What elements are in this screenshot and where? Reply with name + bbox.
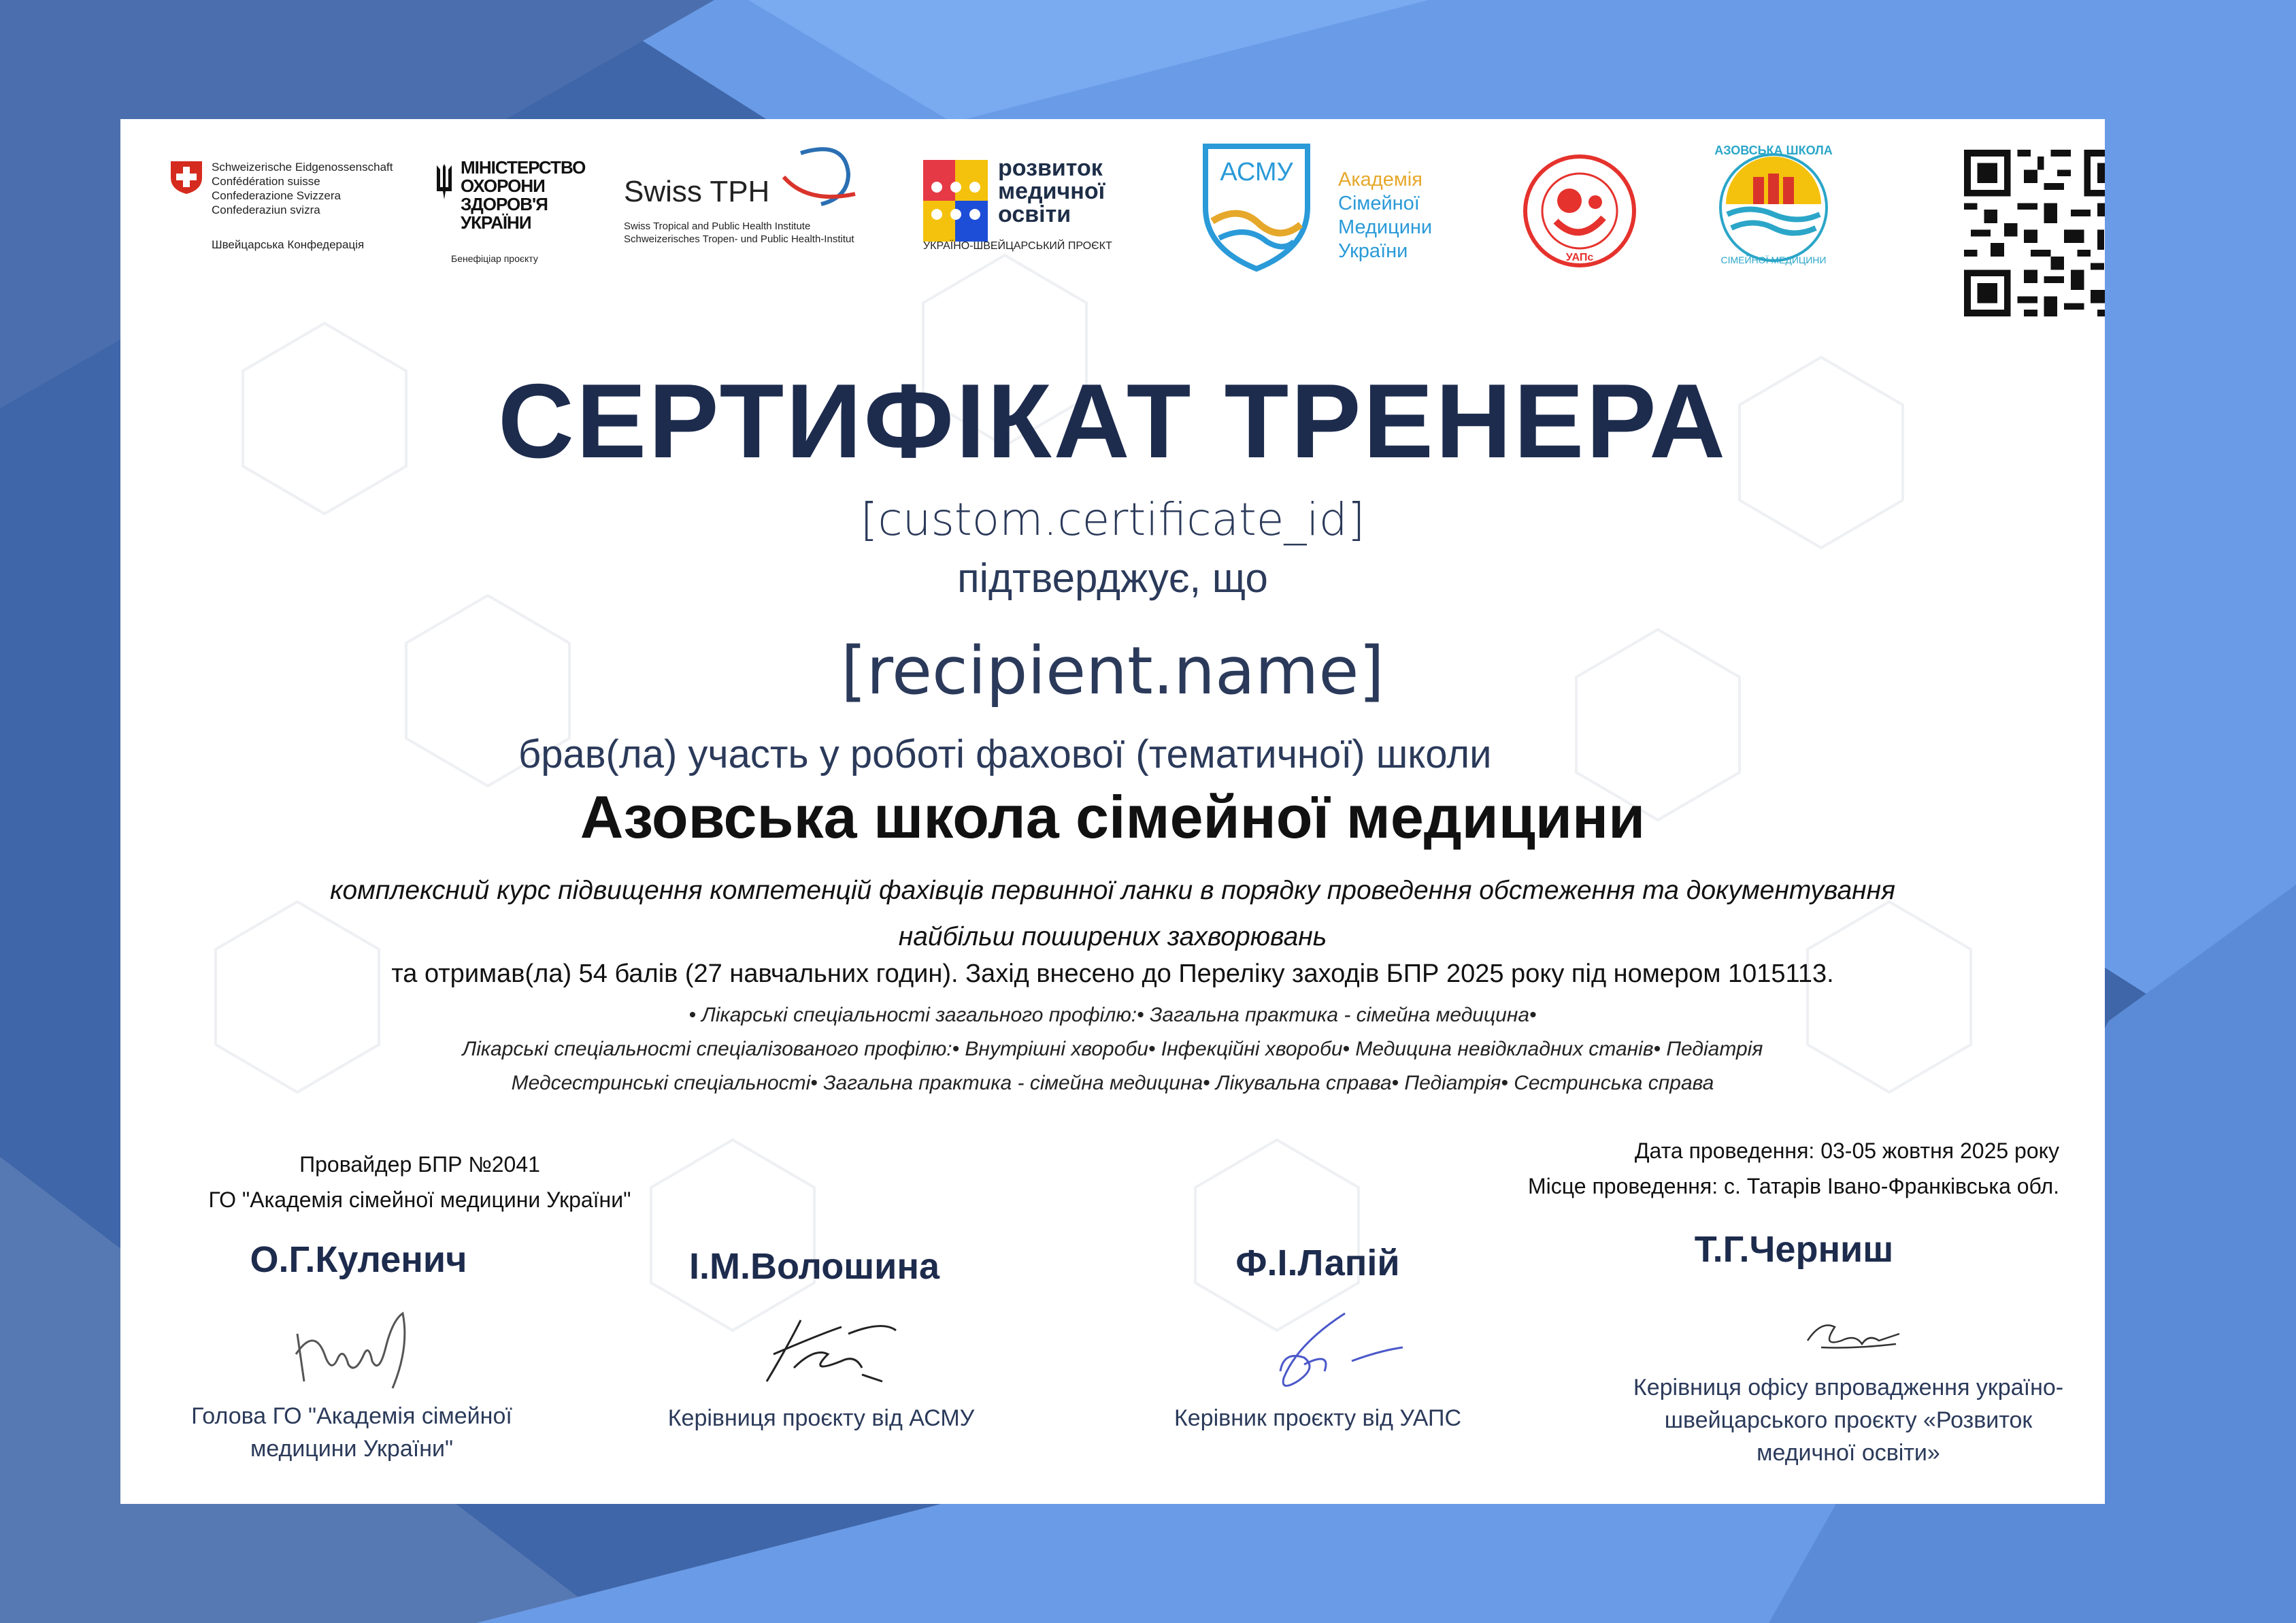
event-place: Місце проведення: с. Татарів Івано-Франківська обл.	[1528, 1174, 2059, 1198]
signature-3	[1243, 1303, 1420, 1398]
course-line-1: комплексний курс підвищення компетенцій фахівців первинної ланки в порядку проведення обстеження та документування	[330, 876, 1895, 905]
provider-number: Провайдер БПР №2041	[299, 1152, 540, 1177]
moz-name: МІНІСТЕРСТВО ОХОРОНИ ЗДОРОВ'Я УКРАЇНИ	[461, 157, 586, 233]
signatory-name-4: Т.Г.Черниш	[1694, 1229, 1894, 1270]
signatory-role-3: Керівник проєкту від УАПС	[1174, 1405, 1462, 1431]
trident-icon	[435, 164, 454, 203]
uaps-logo-icon	[1522, 153, 1637, 269]
rmo-name: розвиток медичної освіти	[998, 155, 1105, 227]
signatory-name-1: О.Г.Куленич	[250, 1239, 467, 1280]
moz-subtitle: Бенефіціар проєкту	[451, 253, 538, 264]
asmu-shield-icon	[1199, 140, 1314, 272]
signatory-role-4: Керівниця офісу впровадження україно- швейцарського проєкту «Розвиток медичної освіти»	[1633, 1375, 2064, 1466]
confirms-text: підтверджує, що	[957, 555, 1268, 601]
event-info	[1461, 1133, 2059, 1204]
specialties-general: • Лікарські спеціальності загального профілю:• Загальна практика - сімейна медицина•	[688, 1004, 1537, 1026]
svg-text:УАПс: УАПс	[1565, 252, 1594, 263]
signature-2	[746, 1307, 923, 1395]
svg-text:АСМУ: АСМУ	[1220, 158, 1293, 186]
azov-school-logo-icon	[1712, 140, 1835, 269]
course-description	[243, 868, 1982, 960]
swiss-ua-label: Швейцарська Конфедерація	[212, 238, 365, 251]
signature-4	[1794, 1307, 1916, 1361]
swiss-tph-swoosh-icon	[780, 140, 862, 214]
swiss-tph-subtitle: Swiss Tropical and Public Health Institute Schweizerisches Tropen- und Public Health-Institut	[624, 220, 854, 245]
swiss-tph-name: Swiss TPH	[624, 175, 770, 208]
signatory-role-1: Голова ГО "Академія сімейної медицини України"	[191, 1403, 512, 1462]
provider-org: ГО "Академія сімейної медицини України"	[208, 1187, 631, 1212]
certificate-card	[120, 119, 2105, 1504]
recipient-name: [recipient.name]	[841, 633, 1384, 709]
signature-1	[284, 1307, 440, 1395]
points-text: та отримав(ла) 54 балів (27 навчальних годин). Захід внесено до Переліку заходів БПР 2025 року під номером 1015113.	[391, 960, 1834, 988]
signatory-role-2: Керівниця проєкту від АСМУ	[667, 1405, 975, 1431]
participation-text: брав(ла) участь у роботі фахової (тематичної) школи	[518, 732, 1492, 776]
specialties-specialized: Лікарські спеціальності спеціалізованого профілю:• Внутрішні хвороби• Інфекційні хвороби• Медицина невідкладних станів• Педіатрія	[462, 1038, 1763, 1060]
svg-text:АЗОВСЬКА ШКОЛА: АЗОВСЬКА ШКОЛА	[1714, 144, 1833, 157]
rmo-subtitle: УКРАЇНО-ШВЕЙЦАРСЬКИЙ ПРОЄКТ	[923, 240, 1112, 252]
qr-code	[1964, 150, 2105, 316]
school-name: Азовська школа сімейної медицини	[580, 783, 1646, 851]
provider-info	[188, 1147, 651, 1217]
svg-text:СІМЕЙНОЇ МЕДИЦИНИ: СІМЕЙНОЇ МЕДИЦИНИ	[1720, 255, 1827, 265]
signatory-name-2: І.М.Волошина	[688, 1246, 940, 1287]
signatory-name-3: Ф.І.Лапій	[1235, 1243, 1400, 1283]
course-line-2: найбільш поширених захворювань	[898, 922, 1327, 951]
specialties-nursing: Медсестринські спеціальності• Загальна практика - сімейна медицина• Лікувальна справа• Педіатрія• Сестринська справа	[511, 1072, 1714, 1094]
rmo-logo-icon	[923, 160, 988, 242]
swiss-flag-icon	[168, 159, 205, 195]
swiss-confederation-text: Schweizerische Eidgenossenschaft Confédération suisse Confederazione Svizzera Confederaziun svizra	[212, 161, 393, 216]
certificate-title: СЕРТИФІКАТ ТРЕНЕРА	[497, 362, 1728, 480]
certificate-id: [custom.certificate_id]	[860, 493, 1365, 546]
event-date: Дата проведення: 03-05 жовтня 2025 року	[1634, 1138, 2059, 1163]
asmu-name: Академія Сімейної Медицини України	[1338, 169, 1433, 262]
